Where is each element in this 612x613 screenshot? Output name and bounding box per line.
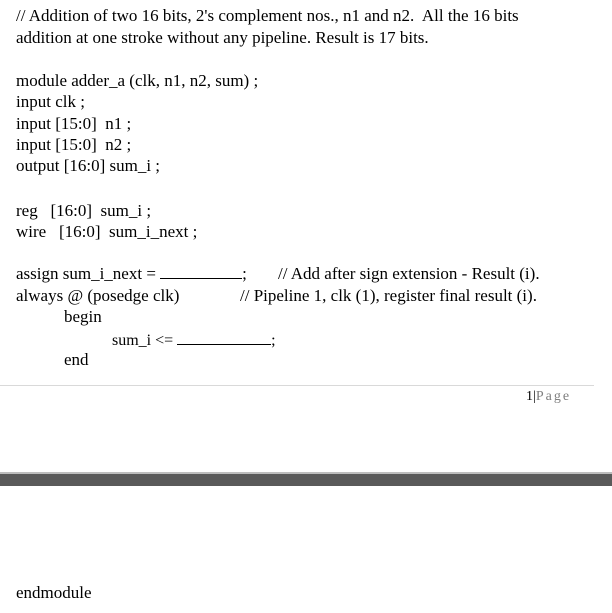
input-n2-line: input [15:0] n2 ; [16, 135, 132, 154]
header-comment-line-1: // Addition of two 16 bits, 2's complement nos., n1 and n2. All the 16 bits [16, 6, 519, 25]
always-comment: // Pipeline 1, clk (1), register final result (i). [240, 286, 537, 305]
endmodule-keyword: endmodule [16, 583, 92, 602]
page-number [526, 388, 571, 406]
page-break-gap [0, 472, 612, 486]
page-word: Page [535, 389, 572, 404]
sum-assign-prefix: sum_i <= [112, 332, 178, 349]
reg-declaration: reg [16:0] sum_i ; [16, 201, 152, 220]
footer-divider [0, 385, 594, 386]
assign-prefix: assign sum_i_next = [16, 264, 161, 283]
header-comment-line-2: addition at one stroke without any pipeline. Result is 17 bits. [16, 28, 429, 47]
input-clk-line: input clk ; [16, 92, 85, 111]
assign-comment: // Add after sign extension - Result (i). [278, 264, 540, 283]
sum-assign-statement [112, 330, 276, 351]
module-declaration: module adder_a (clk, n1, n2, sum) ; [16, 71, 259, 90]
sum-assign-blank [177, 330, 271, 345]
output-sum-line: output [16:0] sum_i ; [16, 156, 161, 175]
begin-keyword: begin [64, 307, 102, 326]
always-line: always @ (posedge clk) [16, 286, 180, 305]
assign-statement [16, 264, 251, 284]
assign-blank [160, 264, 242, 279]
assign-suffix: ; [242, 264, 252, 283]
input-n1-line: input [15:0] n1 ; [16, 114, 132, 133]
page-number-value: 1 [526, 389, 533, 404]
end-keyword: end [64, 350, 89, 369]
wire-declaration: wire [16:0] sum_i_next ; [16, 222, 198, 241]
sum-assign-suffix: ; [271, 332, 276, 349]
page-number-separator: | [533, 389, 536, 404]
